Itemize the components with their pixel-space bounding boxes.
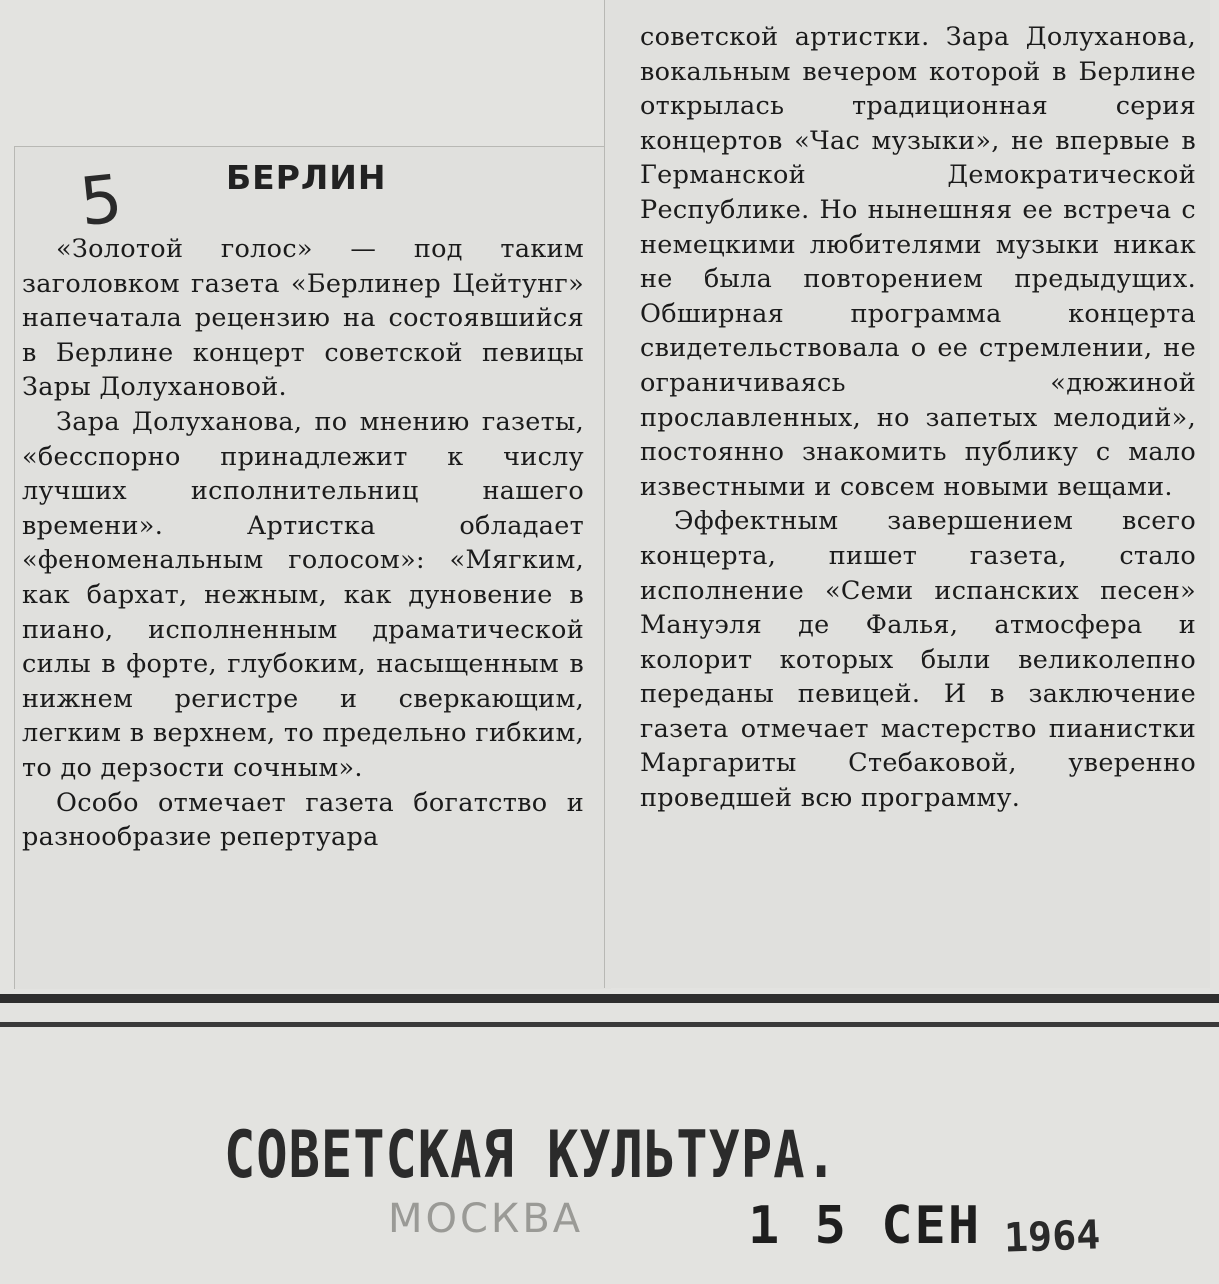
city-stamp: МОСКВА [388,1196,584,1242]
date-stamp: 1 5 СЕН [748,1196,982,1256]
handwritten-number: 5 [76,160,126,241]
paragraph-2: Зара Долуханова, по мнению газеты, «бесспорно принадлежит к числу лучших исполнительниц нашего времени». Артистка обладает «феноменальным голосом»: «Мягким, как бархат, нежным, как дуновение в пиано, исполненным драматической силы в форте, глубоким, насыщенным в нижнем регистре и сверкающим, легким в верхнем, то предельно гибким, то до дерзости сочным». [22,406,584,783]
year-stamp: 1964 [1003,1212,1102,1262]
divider-thick [0,994,1219,1003]
publication-stamp: СОВЕТСКАЯ КУЛЬТУРА. [224,1118,838,1193]
article-heading: БЕРЛИН [226,158,387,197]
article-right-column [640,20,1196,816]
paragraph-3: Особо отмечает газета богатство и разнообразие репертуара [22,787,584,853]
paragraph-1: «Золотой голос» — под таким заголовком газета «Берлинер Цейтунг» напечатала рецензию на состоявшийся в Берлине концерт советской певицы Зары Долухановой. [22,234,584,403]
paragraph-3-continuation: советской артистки. Зара Долуханова, вокальным вечером которой в Берлине открылась традиционная серия концертов «Час музыки», не впервые в Германской Демократической Республике. Но нынешняя ее встреча с немецкими любителями музыки никак не была повторением предыдущих. Обширная программа концерта свидетельствовала о ее стремлении, не ограничиваясь «дюжиной прославленных, но запетых мелодий», постоянно знакомить публику с мало известными и совсем новыми вещами. [640,22,1196,502]
divider-thin [0,1022,1219,1027]
paragraph-4: Эффектным завершением всего концерта, пишет газета, стало исполнение «Семи испанских песен» Мануэля де Фалья, атмосфера и колорит которых были великолепно переданы певицей. И в заключение газета отмечает мастерство пианистки Маргариты Стебаковой, уверенно проведшей всю программу. [640,506,1196,814]
article-left-column [22,232,584,855]
